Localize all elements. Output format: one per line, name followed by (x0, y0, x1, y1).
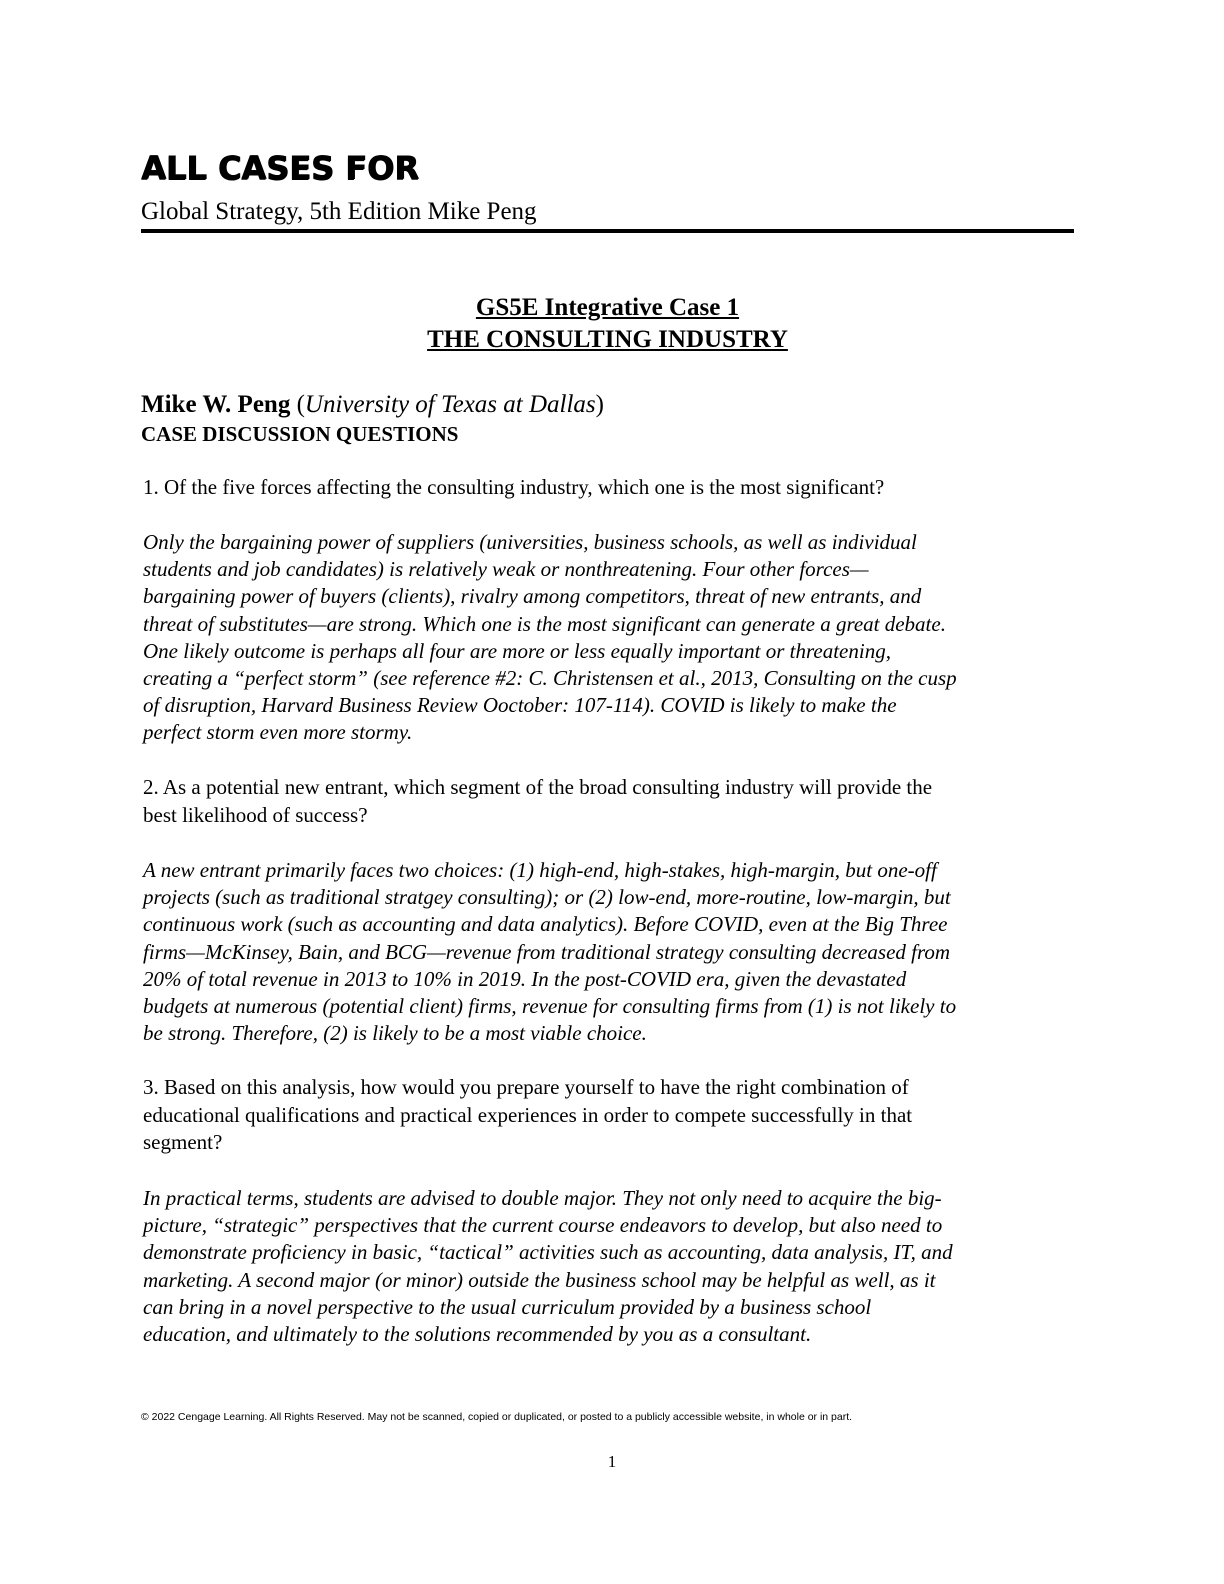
document-header-title: ALL CASES FOR (141, 149, 419, 187)
author-affiliation: University of Texas at Dallas (304, 391, 596, 418)
answer-line: of disruption, Harvard Business Review Ooctober: 107-114). COVID is likely to make the (143, 693, 897, 718)
answer-line: One likely outcome is perhaps all four are more or less equally important or threatening, (143, 638, 891, 663)
author-close-paren: ) (595, 391, 604, 418)
answer-line: bargaining power of buyers (clients), rivalry among competitors, threat of new entrants, and (143, 584, 922, 609)
question-line: best likelihood of success? (143, 802, 368, 827)
question-line: 1. Of the five forces affecting the consulting industry, which one is the most significant? (143, 475, 885, 499)
answer-2 (143, 857, 1073, 1047)
question-line: educational qualifications and practical experiences in order to compete successfully in that (143, 1102, 913, 1127)
case-heading-title: THE CONSULTING INDUSTRY (427, 326, 788, 353)
question-line: segment? (143, 1130, 223, 1154)
section-label: CASE DISCUSSION QUESTIONS (141, 422, 459, 446)
question-1 (143, 474, 1073, 502)
answer-line: marketing. A second major (or minor) outside the business school may be helpful as well, as it (143, 1267, 936, 1292)
answer-1 (143, 529, 1073, 747)
answer-line: In practical terms, students are advised to double major. They not only need to acquire the big- (143, 1186, 942, 1210)
page-number: 1 (607, 1452, 617, 1471)
answer-line: can bring in a novel perspective to the usual curriculum provided by a business school (143, 1294, 872, 1319)
answer-line: creating a “perfect storm” (see reference #2: C. Christensen et al., 2013, Consulting on the cusp (143, 666, 957, 691)
answer-line: A new entrant primarily faces two choices: (1) high-end, high-stakes, high-margin, but one-off (143, 858, 937, 882)
answer-line: 20% of total revenue in 2013 to 10% in 2019. In the post-COVID era, given the devastated (143, 966, 907, 991)
answer-line: Only the bargaining power of suppliers (universities, business schools, as well as individual (143, 530, 917, 554)
answer-line: be strong. Therefore, (2) is likely to be a most viable choice. (143, 1021, 647, 1046)
answer-line: threat of substitutes—are strong. Which one is the most significant can generate a great debate. (143, 611, 946, 636)
answer-line: perfect storm even more stormy. (143, 720, 413, 745)
document-header-subtitle: Global Strategy, 5th Edition Mike Peng (141, 198, 537, 225)
answer-line: picture, “strategic” perspectives that the current course endeavors to develop, but also need to (143, 1213, 943, 1238)
question-line: 2. As a potential new entrant, which segment of the broad consulting industry will provide the (143, 775, 933, 799)
question-2 (143, 774, 1073, 829)
answer-line: continuous work (such as accounting and data analytics). Before COVID, even at the Big Three (143, 912, 948, 937)
question-3 (143, 1074, 1073, 1157)
author-name: Mike W. Peng (141, 391, 291, 418)
author-open-paren: ( (290, 391, 305, 418)
answer-line: firms—McKinsey, Bain, and BCG—revenue from traditional strategy consulting decreased from (143, 939, 951, 964)
answer-line: students and job candidates) is relatively weak or nonthreatening. Four other forces— (143, 557, 869, 582)
case-heading-number: GS5E Integrative Case 1 (475, 294, 740, 321)
answer-line: demonstrate proficiency in basic, “tactical” activities such as accounting, data analysis, IT, and (143, 1240, 953, 1265)
answer-3 (143, 1185, 1073, 1348)
header-divider (141, 229, 1074, 233)
answer-line: projects (such as traditional stratgey consulting); or (2) low-end, more-routine, low-margin, but (143, 885, 951, 910)
answer-line: education, and ultimately to the solutions recommended by you as a consultant. (143, 1322, 812, 1347)
question-line: 3. Based on this analysis, how would you prepare yourself to have the right combination of (143, 1075, 909, 1099)
copyright-notice: © 2022 Cengage Learning. All Rights Reserved. May not be scanned, copied or duplicated, or posted to a publicly accessible website, in whole or in part. (141, 1411, 853, 1423)
author-line (141, 389, 604, 421)
answer-line: budgets at numerous (potential client) firms, revenue for consulting firms from (1) is not likely to (143, 994, 957, 1019)
